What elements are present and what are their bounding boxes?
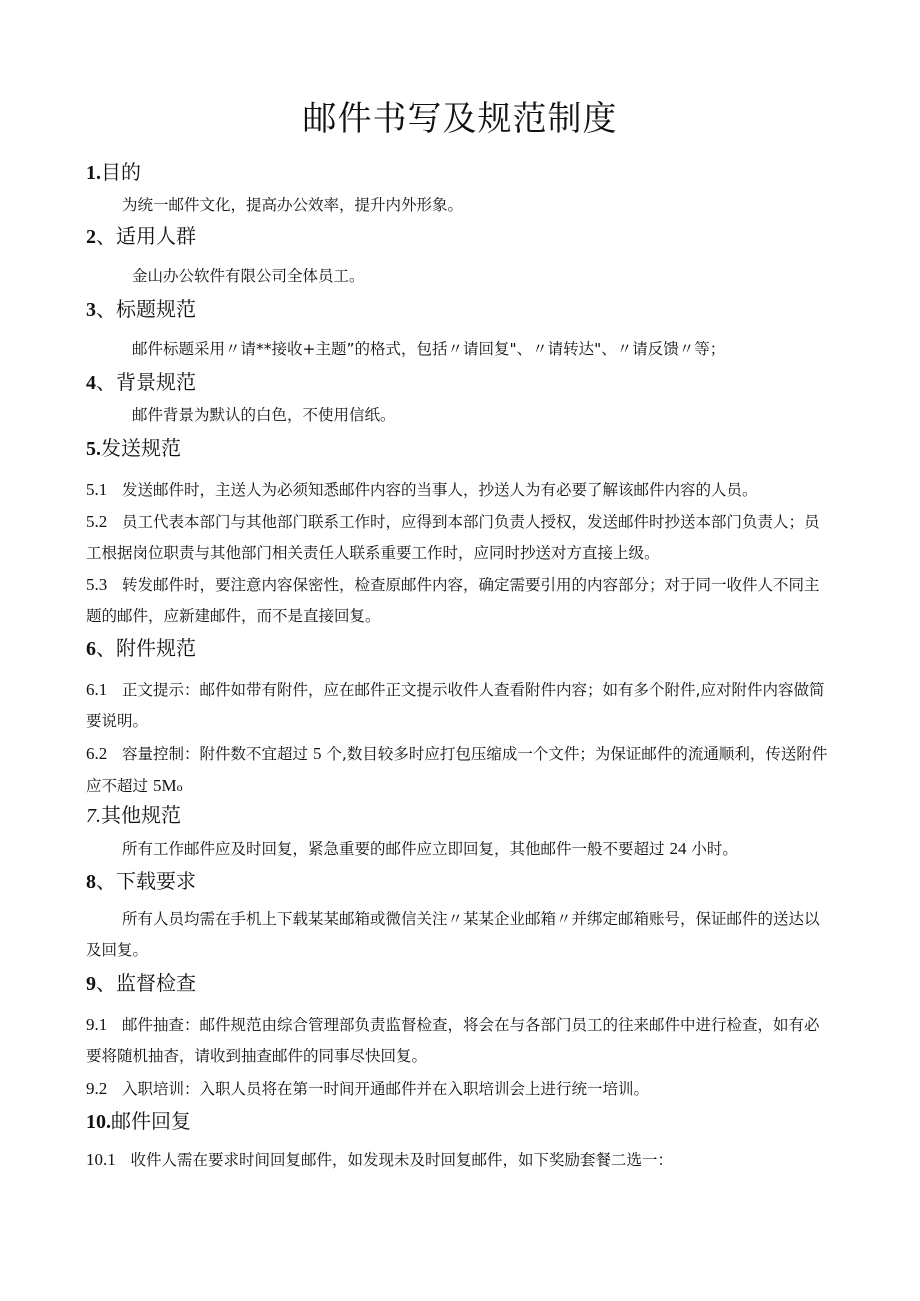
section-heading-5 (86, 434, 181, 463)
section-label: 发送规范 (101, 436, 181, 460)
section-paragraph: 为统一邮件文化，提高办公效率，提升内外形象。 (122, 196, 464, 214)
clause-number: 6.2 (86, 744, 108, 763)
clause-text: 正文提示：邮件如带有附件，应在邮件正文提示收件人查看附件内容；如有多个附件,应对附件内容做简要说明。 (86, 681, 825, 730)
section-number: 3 (86, 299, 96, 321)
section-paragraph (86, 474, 834, 506)
section-paragraph (86, 738, 834, 803)
clause-text: 转发邮件时，要注意内容保密性，检查原邮件内容，确定需要引用的内容部分；对于同一收件人不同主题的邮件，应新建邮件，而不是直接回复。 (86, 576, 820, 625)
section-heading-6 (86, 634, 196, 663)
clause-number: 10.1 (86, 1150, 116, 1169)
clause-text: 发送邮件时，主送人为必须知悉邮件内容的当事人，抄送人为有必要了解该邮件内容的人员。 (122, 481, 758, 499)
section-label: 目的 (101, 160, 141, 184)
section-heading-8 (86, 867, 196, 896)
section-number: 4 (86, 372, 96, 394)
section-heading-1 (86, 158, 141, 187)
section-number: 7. (86, 805, 101, 827)
clause-number: 9.1 (86, 1015, 108, 1034)
section-label: 、附件规范 (96, 636, 196, 660)
clause-text: 小时。 (691, 840, 738, 858)
clause-text: 入职培训：入职人员将在第一时间开通邮件并在入职培训会上进行统一培训。 (122, 1080, 650, 1098)
clause-text: 邮件抽查：邮件规范由综合管理部负责监督检查，将会在与各部门员工的往来邮件中进行检查，如有必要将随机抽杳，请收到抽查邮件的同事尽快回复。 (86, 1016, 820, 1065)
section-heading-2 (86, 222, 196, 251)
section-number: 1. (86, 162, 101, 184)
section-paragraph: 邮件背景为默认的白色，不使用信纸。 (132, 406, 396, 424)
section-paragraph (86, 1009, 834, 1072)
clause-number: 5.3 (86, 575, 108, 594)
clause-value: 5 (312, 744, 322, 763)
section-number: 10. (86, 1111, 111, 1133)
section-number: 2 (86, 226, 96, 248)
section-number: 9 (86, 973, 96, 995)
section-paragraph: 所有人员均需在手机上下载某某邮箱或微信关注〃某某企业邮箱〃并绑定邮箱账号，保证邮件的送达以及回复。 (86, 910, 820, 959)
section-paragraph (86, 506, 834, 569)
section-number: 6 (86, 638, 96, 660)
clause-number: 5.2 (86, 512, 108, 531)
section-paragraph (86, 1144, 834, 1176)
section-heading-9 (86, 969, 196, 998)
section-number: 8 (86, 871, 96, 893)
section-paragraph: 金山办公软件有限公司全体员工。 (132, 267, 365, 285)
section-label: 、监督检查 (96, 971, 196, 995)
section-paragraph (86, 833, 834, 865)
section-heading-10 (86, 1107, 191, 1136)
clause-number: 9.2 (86, 1079, 108, 1098)
section-heading-3 (86, 295, 196, 324)
section-label: 、标题规范 (96, 297, 196, 321)
clause-number: 5.1 (86, 480, 108, 499)
section-label: 、背景规范 (96, 370, 196, 394)
page-title: 邮件书写及规范制度 (302, 99, 618, 139)
section-paragraph (86, 1073, 834, 1105)
section-paragraph (86, 674, 834, 737)
section-label: 其他规范 (101, 803, 181, 827)
clause-text: 个,数目较多时应打包压缩成一个文件；为保证邮件的流通顺利，传送附件应不超过 (86, 745, 828, 795)
clause-text: 收件人需在要求时间回复邮件，如发现未及时回复邮件，如下奖励套餐二选一： (130, 1151, 674, 1169)
clause-suffix: o (176, 780, 183, 794)
section-label: 、下载要求 (96, 869, 196, 893)
clause-text: 容量控制：附件数不宜超过 (122, 745, 309, 763)
section-number: 5. (86, 438, 101, 460)
section-paragraph (86, 569, 834, 632)
section-label: 邮件回复 (111, 1109, 191, 1133)
section-heading-4 (86, 368, 196, 397)
clause-value: 24 (669, 839, 687, 858)
clause-value: 5M (152, 776, 177, 795)
section-label: 、适用人群 (96, 224, 196, 248)
section-paragraph: 邮件标题采用〃请**接收+主题”的格式，包括〃请回复"、〃请转达"、〃请反馈〃等； (132, 340, 726, 358)
clause-text: 所有工作邮件应及时回复，紧急重要的邮件应立即回复，其他邮件一般不要超过 (122, 840, 665, 858)
clause-text: 员工代表本部门与其他部门联系工作时，应得到本部门负责人授权，发送邮件时抄送本部门负责人；员工根据岗位职责与其他部门相关责任人联系重要工作时，应同时抄送对方直接上级。 (86, 513, 820, 562)
clause-number: 6.1 (86, 680, 108, 699)
section-heading-7 (86, 801, 181, 830)
